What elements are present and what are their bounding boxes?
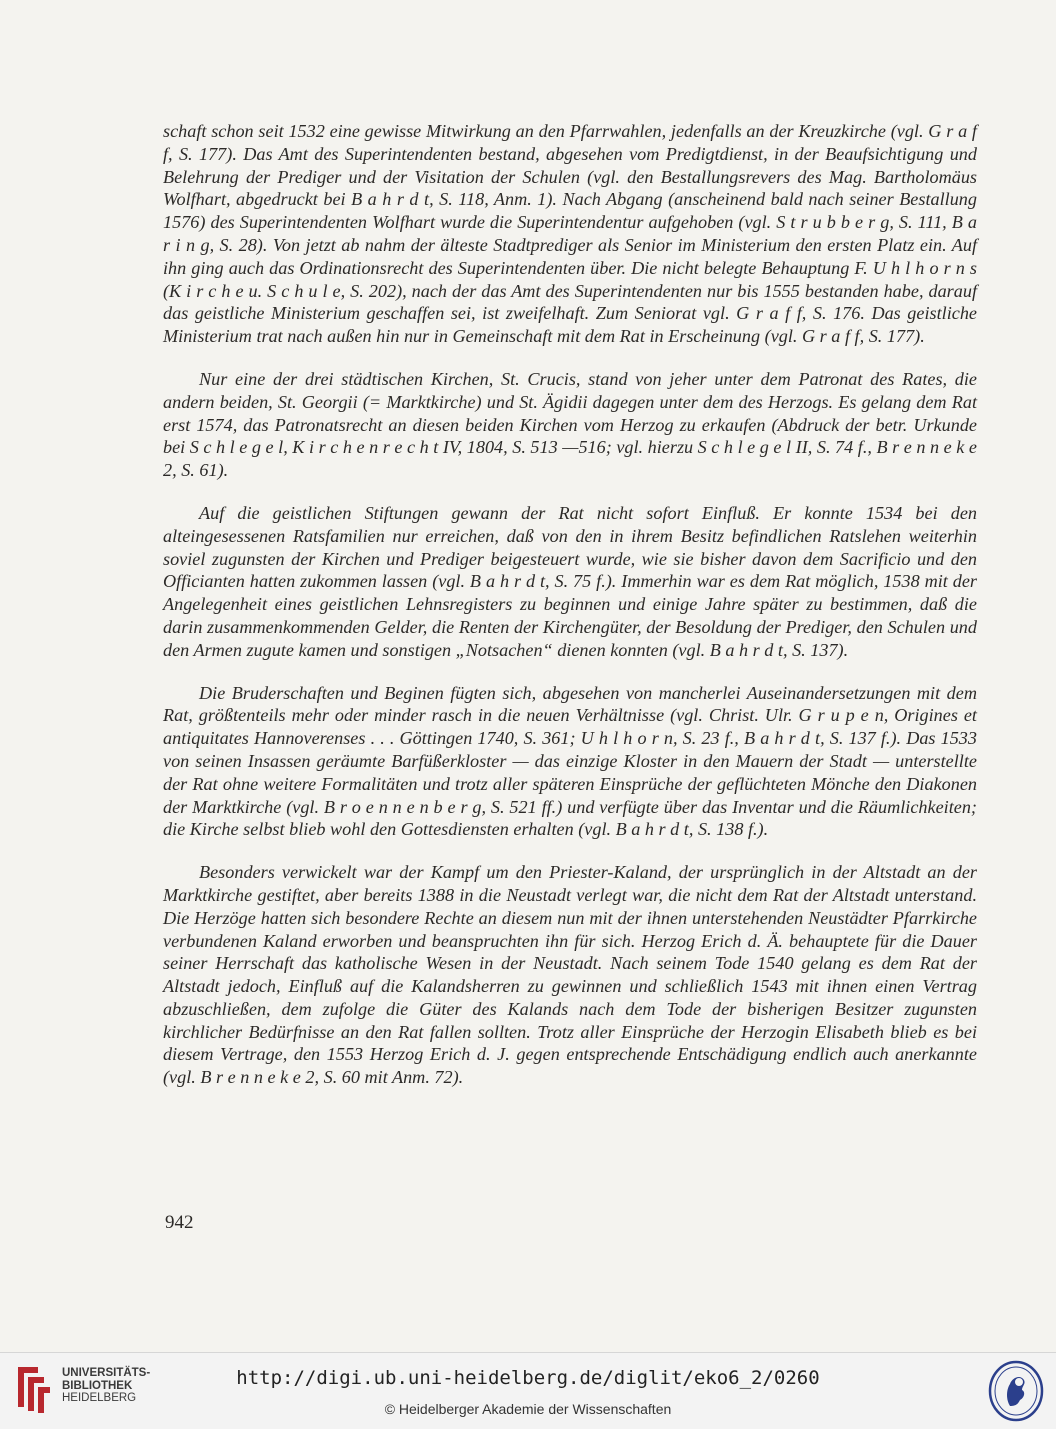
body-text — [163, 120, 977, 1109]
library-name-line: UNIVERSITÄTS- — [62, 1367, 151, 1379]
paragraph: Die Bruderschaften und Beginen fügten sich, abgesehen von mancherlei Auseinandersetzungen mit dem Rat, größtenteils mehr oder minder rasch in die neuen Verhältnisse (vgl. Christ. Ulr. G r u p e n, Origines et antiquitates Hannoverenses . . . Göttingen 1740, S. 361; U h l h o r n, S. 23 f., B a h r d t, S. 137 f.). Das 1533 von seinen Insassen geräumte Barfüßerkloster — das einzige Kloster in den Mauern der Stadt — unterstellte der Rat ohne weitere Formalitäten und trotz aller späteren Einsprüche der geflüchteten Mönche den Diakonen der Marktkirche (vgl. B r o e n n e n b e r g, S. 521 ff.) und verfügte über das Inventar und die Räumlichkeiten; die Kirche selbst blieb wohl den Gottesdiensten erhalten (vgl. B a h r d t, S. 138 f.). — [163, 682, 977, 840]
library-name-line: BIBLIOTHEK — [62, 1379, 133, 1392]
paragraph: Besonders verwickelt war der Kampf um den Priester-Kaland, der ursprünglich in der Altstadt an der Marktkirche gestiftet, aber bereits 1388 in die Neustadt verlegt war, die nicht dem Rat der Altstadt unterstand. Die Herzöge hatten sich besondere Rechte an diesem nun mit der ihnen unterstehenden Neustädter Pfarrkirche verbundenen Kaland erworben und beanspruchten ihn für sich. Herzog Erich d. Ä. behauptete für die Dauer seiner Herrschaft das katholische Wesen in der Neustadt. Nach seinem Tode 1540 gelang es dem Rat der Altstadt jedoch, Einfluß auf die Kalandsherren zu gewinnen und schließlich 1543 mit ihnen einen Vertrag abzuschließen, dem zufolge die Güter des Kalands nach dem Tode der bisherigen Besitzer zugunsten kirchlicher Bedürfnisse an den Rat fallen sollten. Trotz aller Einsprüche der Herzogin Elisabeth blieb es bei diesem Vertrage, den 1553 Herzog Erich d. J. gegen entsprechende Entschädigung endlich auch anerkannte (vgl. B r e n n e k e 2, S. 60 mit Anm. 72). — [163, 862, 977, 1088]
paragraph: schaft schon seit 1532 eine gewisse Mitwirkung an den Pfarrwahlen, jedenfalls an der Kreuzkirche (vgl. G r a f f, S. 177). Das Amt des Superintendenten bestand, abgesehen vom Predigtdienst, in der Beaufsichtigung und Belehrung der Prediger und der Visitation der Schulen (vgl. den Bestallungsrevers des Mag. Bartholomäus Wolfhart, abgedruckt bei B a h r d t, S. 118, Anm. 1). Nach Abgang (anscheinend bald nach seiner Bestallung 1576) des Superintendenten Wolfhart wurde die Superintendentur aufgehoben (vgl. S t r u b b e r g, S. 111, B a r i n g, S. 28). Von jetzt ab nahm der älteste Stadtprediger als Senior im Ministerium den ersten Platz ein. Auf ihn ging auch das Ordinationsrecht des Superintendenten über. Die nicht belegte Behauptung F. U h l h o r n s (K i r c h e u. S c h u l e, S. 202), nach der das Amt des Superintendenten nur bis 1555 bestanden habe, darauf das geistliche Ministerium geschaffen sei, ist zweifelhaft. Zum Seniorat vgl. G r a f f, S. 176. Das geistliche Ministerium trat nach außen hin nur in Gemeinschaft mit dem Rat in Erscheinung (vgl. G r a f f, S. 177). — [163, 121, 977, 347]
library-name-line: HEIDELBERG — [62, 1392, 137, 1404]
paragraph: Auf die geistlichen Stiftungen gewann der Rat nicht sofort Einfluß. Er konnte 1534 bei den alteingesessenen Ratsfamilien nur erreichen, daß von den in ihrem Besitz befindlichen Ratslehen weiterhin soviel zugunsten der Kirchen und Prediger beigesteuert wurde, wie sie bisher davon dem Sacrificio und den Officianten hatten zukommen lassen (vgl. B a h r d t, S. 75 f.). Immerhin war es dem Rat möglich, 1538 mit der Angelegenheit eines geistlichen Lehnsregisters zu beginnen und einige Jahre später zu bestimmen, daß die darin zusammenkommenden Gelder, die Renten der Kirchengüter, der Besoldung der Prediger, den Schulen und den Armen zugute kamen und sonstigen „Notsachen“ dienen konnten (vgl. B a h r d t, S. 137). — [163, 502, 977, 660]
academy-seal-icon — [988, 1360, 1044, 1422]
page-number: 942 — [165, 1212, 194, 1233]
copyright-notice: © Heidelberger Akademie der Wissenschaften — [384, 1401, 672, 1417]
permalink-url[interactable]: http://digi.ub.uni-heidelberg.de/diglit/eko6_2/0260 — [236, 1367, 820, 1389]
footer-bar — [0, 1352, 1056, 1429]
paragraph: Nur eine der drei städtischen Kirchen, St. Crucis, stand von jeher unter dem Patronat des Rates, die andern beiden, St. Georgii (= Marktkirche) und St. Ägidii dagegen unter dem des Herzogs. Es gelang dem Rat erst 1574, das Patronatsrecht an diesen beiden Kirchen vom Herzog zu erkaufen (Abdruck der betr. Urkunde bei S c h l e g e l, K i r c h e n r e c h t IV, 1804, S. 513 —516; vgl. hierzu S c h l e g e l II, S. 74 f., B r e n n e k e 2, S. 61). — [163, 368, 977, 481]
